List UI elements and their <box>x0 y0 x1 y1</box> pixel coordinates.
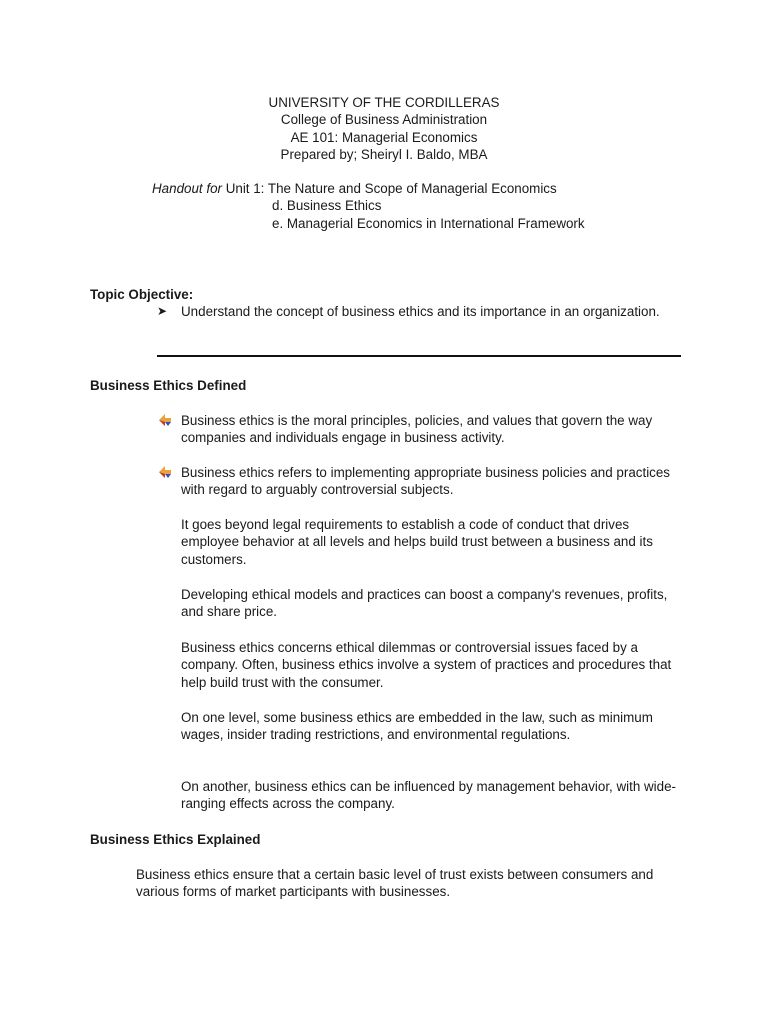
college-name: College of Business Administration <box>280 112 488 128</box>
handout-item-d: d. Business Ethics <box>272 198 382 214</box>
defined-paragraph-4: On one level, some business ethics are embedded in the law, such as minimum wages, insider trading restrictions, and environmental regulations. <box>181 710 653 743</box>
defined-bullet-1: Business ethics is the moral principles, policies, and values that govern the way companies and individuals engage in business activity. <box>181 413 653 446</box>
objective-list-item <box>157 303 677 320</box>
business-ethics-defined-heading: Business Ethics Defined <box>90 378 247 393</box>
defined-paragraph-1: It goes beyond legal requirements to establish a code of conduct that drives employee behavior at all levels and helps build trust between a business and its customers. <box>181 517 653 567</box>
handout-block <box>152 180 712 232</box>
arrow-bullet-icon <box>157 465 173 479</box>
handout-lead: Handout for <box>152 181 222 196</box>
defined-paragraph-5: On another, business ethics can be influenced by management behavior, with wide-ranging effects across the company. <box>181 779 677 812</box>
course-title: AE 101: Managerial Economics <box>290 129 478 145</box>
arrow-bullet-icon: ➤ <box>157 304 168 318</box>
topic-objective-heading: Topic Objective: <box>90 287 194 302</box>
explained-paragraph: Business ethics ensure that a certain basic level of trust exists between consumers and various forms of market participants with businesses. <box>136 867 654 900</box>
business-ethics-explained-heading: Business Ethics Explained <box>90 832 261 847</box>
handout-item-e: e. Managerial Economics in International Framework <box>272 215 585 231</box>
university-name: UNIVERSITY OF THE CORDILLERAS <box>268 95 500 110</box>
section-divider <box>157 355 681 357</box>
arrow-bullet-icon <box>157 413 173 427</box>
document-header <box>0 94 768 164</box>
handout-unit-line <box>152 180 712 197</box>
defined-paragraph-2: Developing ethical models and practices can boost a company's revenues, profits, and share price. <box>181 587 668 620</box>
handout-unit: Unit 1: The Nature and Scope of Managerial Economics <box>221 181 557 196</box>
objective-text: Understand the concept of business ethics and its importance in an organization. <box>181 304 660 319</box>
defined-bullet-2: Business ethics refers to implementing appropriate business policies and practices with regard to arguably controversial subjects. <box>181 465 671 498</box>
defined-paragraph-3: Business ethics concerns ethical dilemmas or controversial issues faced by a company. Often, business ethics involve a system of practices and procedures that help build trust with the consumer. <box>181 640 672 690</box>
prepared-by: Prepared by; Sheiryl I. Baldo, MBA <box>280 147 488 163</box>
